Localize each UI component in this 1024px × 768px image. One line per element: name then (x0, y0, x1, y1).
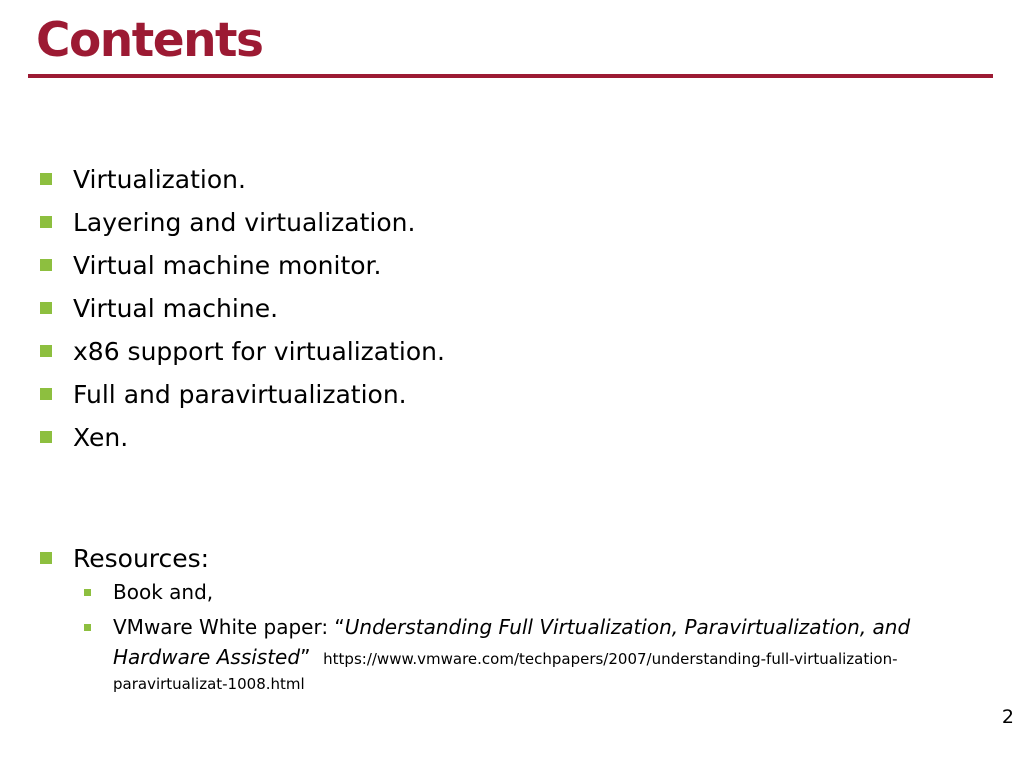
list-item (36, 416, 445, 459)
paper-url-part-2[interactable]: paravirtualizat-1008.html (113, 675, 305, 693)
bullet-square-icon (40, 388, 52, 400)
list-item-text: Virtualization. (73, 165, 246, 194)
contents-list (36, 158, 445, 459)
list-item-text: Layering and virtualization. (73, 208, 416, 237)
resource-book-text: Book and, (113, 580, 214, 604)
list-item (36, 287, 445, 330)
list-item (36, 244, 445, 287)
resources-sublist-container (36, 577, 996, 694)
resource-item-book (36, 577, 996, 607)
list-item (36, 158, 445, 201)
sub-bullet-square-icon (84, 624, 91, 631)
bullet-square-icon (40, 345, 52, 357)
bullet-square-icon (40, 552, 52, 564)
bullet-square-icon (40, 259, 52, 271)
paper-line-1 (113, 612, 996, 642)
list-item (36, 330, 445, 373)
resources-section (36, 537, 996, 694)
bullet-square-icon (40, 216, 52, 228)
list-item-text: x86 support for virtualization. (73, 337, 445, 366)
list-item-text: Full and paravirtualization. (73, 380, 407, 409)
page-number: 2 (1001, 706, 1014, 728)
paper-title-part-2: Hardware Assisted (113, 645, 301, 669)
list-item (36, 201, 445, 244)
paper-title-part-1: Understanding Full Virtualization, Paravirtualization, and (344, 615, 911, 639)
slide-title: Contents (36, 13, 263, 68)
bullet-square-icon (40, 173, 52, 185)
title-underline (28, 74, 993, 78)
list-item-text: Xen. (73, 423, 129, 452)
paper-close-quote: ” (300, 645, 311, 669)
bullet-square-icon (40, 431, 52, 443)
list-item-text: Virtual machine monitor. (73, 251, 382, 280)
resource-item-paper (36, 612, 996, 694)
bullet-square-icon (40, 302, 52, 314)
paper-url-part-1[interactable]: https://www.vmware.com/techpapers/2007/understanding-full-virtualization- (323, 650, 898, 668)
sub-bullet-square-icon (84, 589, 91, 596)
resources-label: Resources: (73, 544, 210, 573)
list-item (36, 373, 445, 416)
resources-sublist (36, 577, 996, 694)
list-item-text: Virtual machine. (73, 294, 279, 323)
paper-line-2 (113, 642, 996, 674)
paper-prefix: VMware White paper: “ (113, 615, 345, 639)
resources-heading (36, 537, 996, 580)
